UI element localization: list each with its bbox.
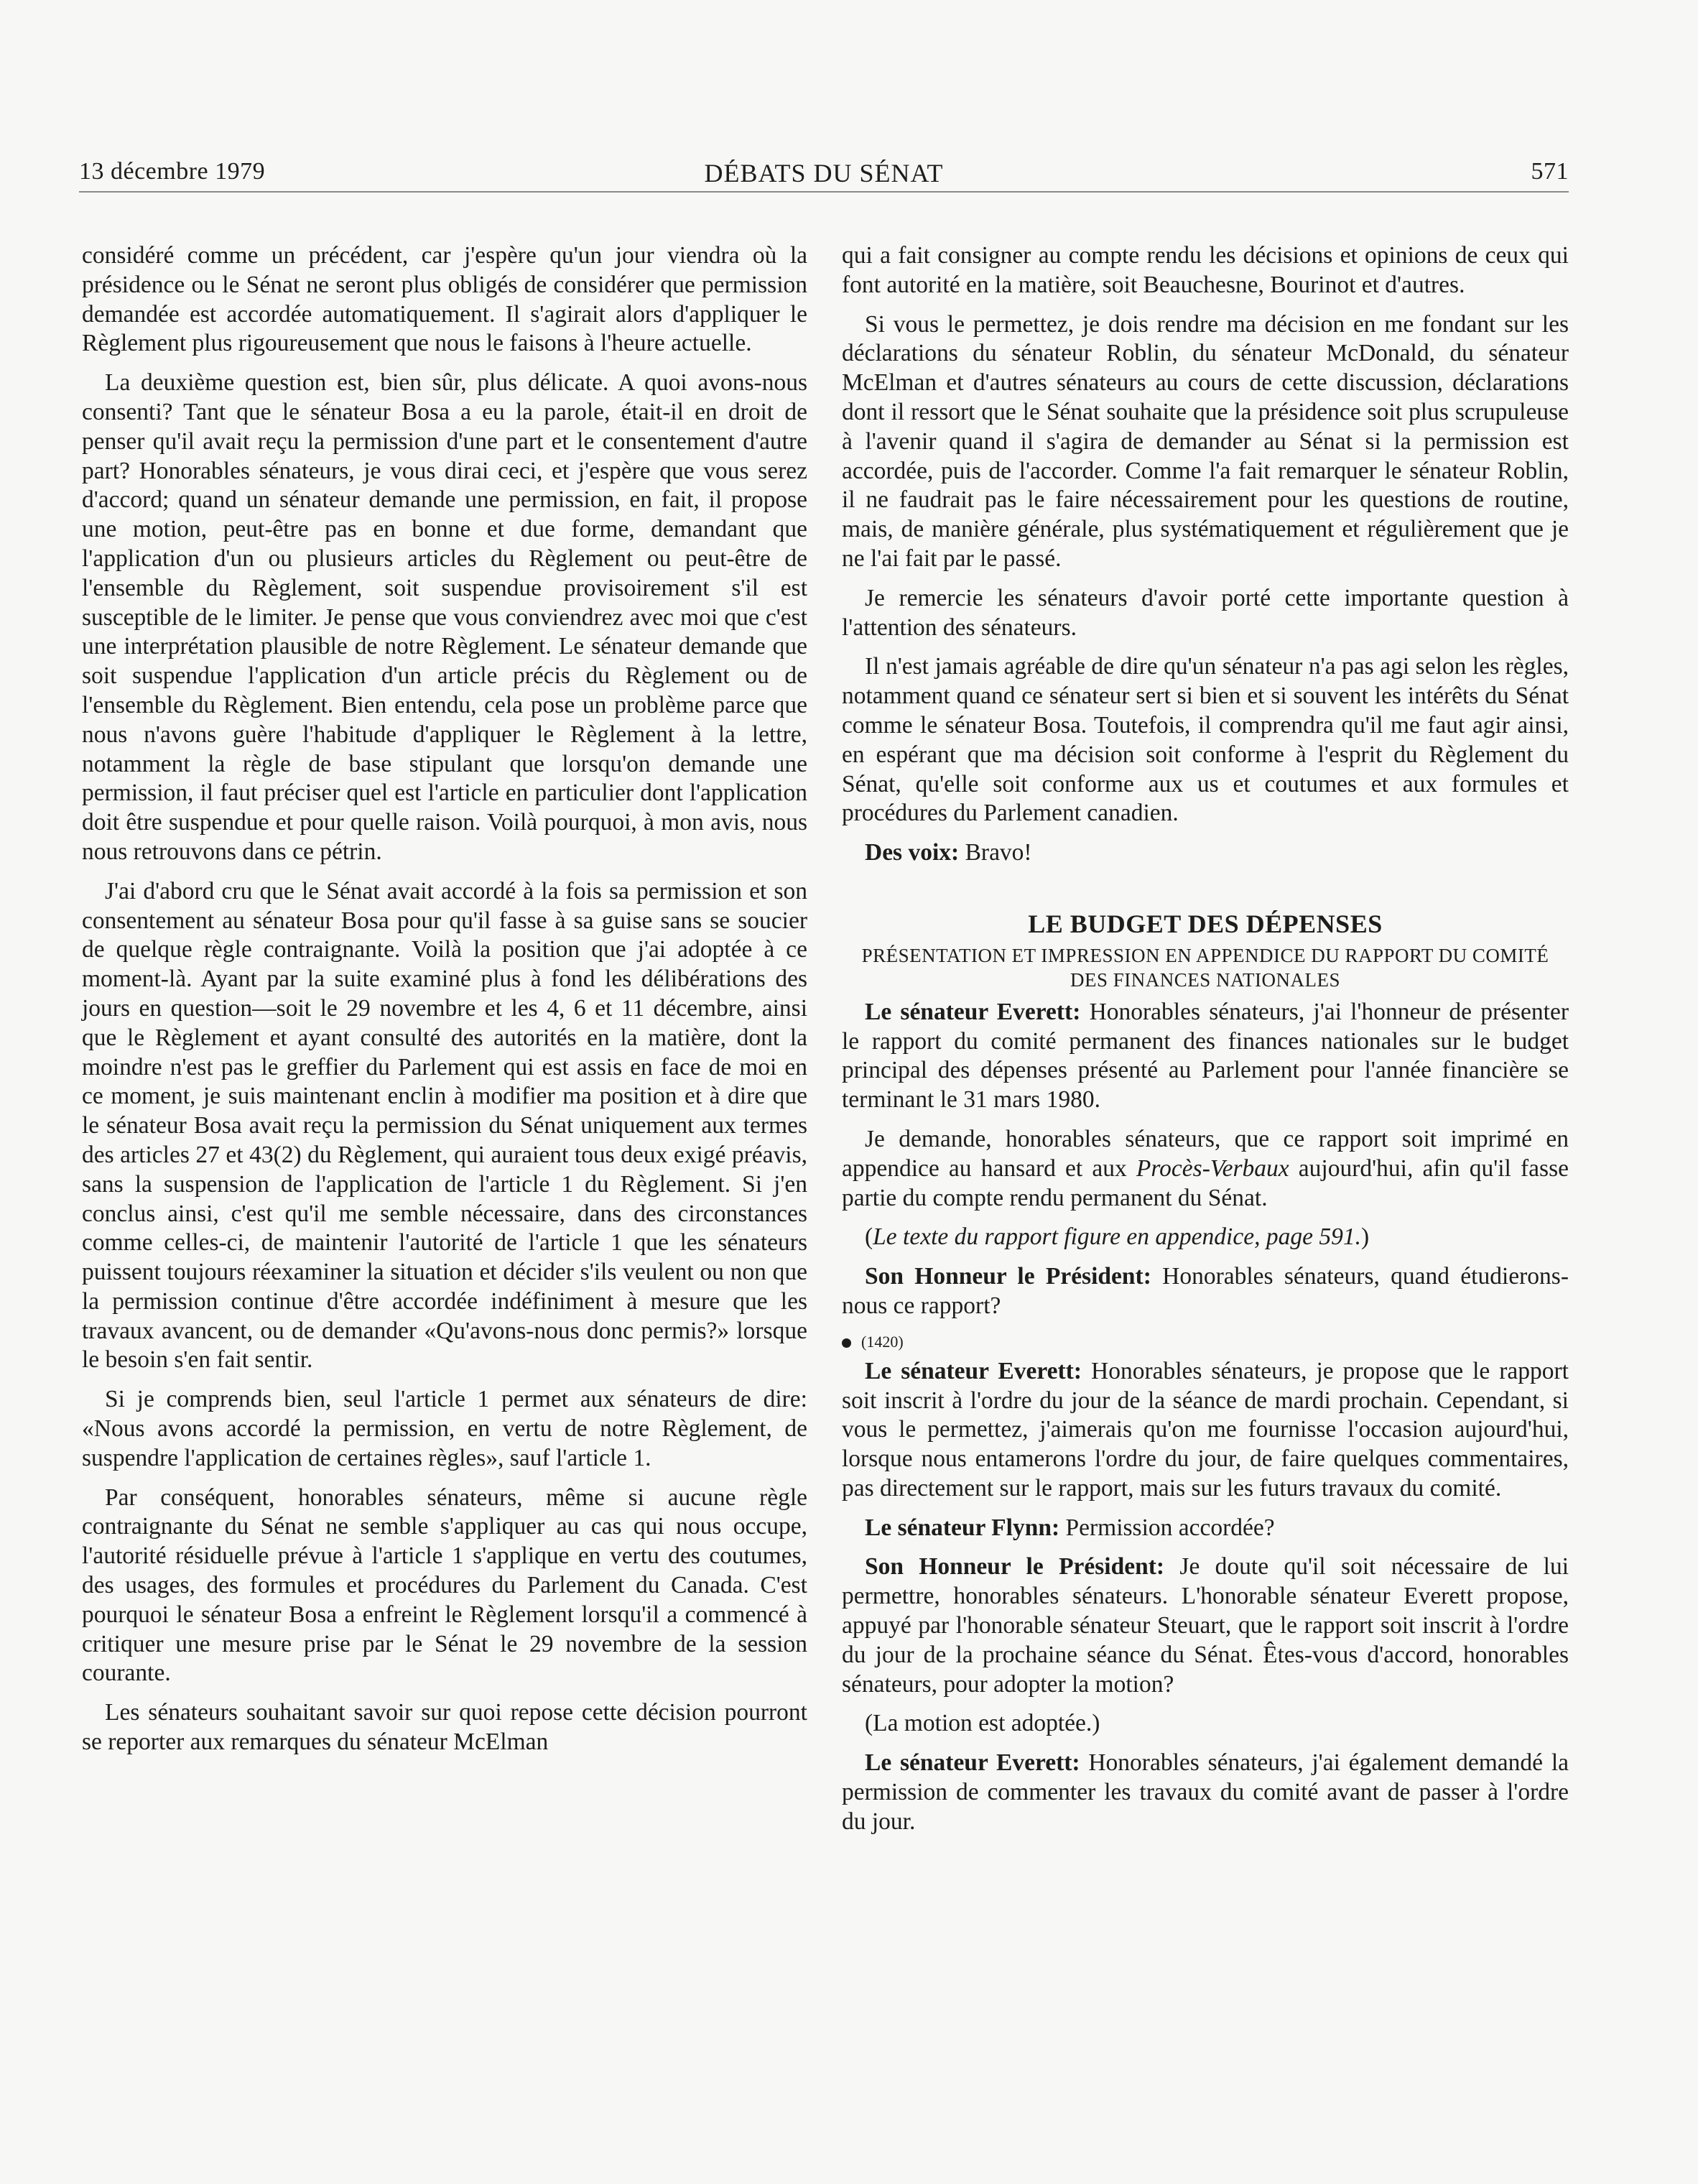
text-run: Je demande, honorables sénateurs, que ce rapport soit imprimé en appendice au hansard et aux	[842, 1125, 1569, 1182]
speech-text: Honorables sénateurs, quand étudierons-nous ce rapport?	[842, 1263, 1569, 1319]
speaker-name: Le sénateur Everett:	[865, 998, 1081, 1025]
paragraph: Il n'est jamais agréable de dire qu'un sénateur n'a pas agi selon les règles, notamment quand ce sénateur sert si bien et si souvent les intérêts du Sénat comme le sénateur Bosa. Toutefois, il comprendra qu'il me faut agir ainsi, en espérant que ma décision soit conforme à l'esprit du Règlement du Sénat, qu'elle soit conforme aux us et coutumes et aux formules et procédures du Parlement canadien.	[842, 653, 1569, 827]
speech-text: Bravo!	[959, 839, 1032, 866]
bullet-icon	[842, 1338, 851, 1348]
text-run: (	[865, 1223, 873, 1251]
paragraph: Si je comprends bien, seul l'article 1 permet aux sénateurs de dire: «Nous avons accordé la permission, en vertu de notre Règlement, de suspendre l'application de certaines règles», sauf l'article 1.	[82, 1386, 807, 1471]
speech-text: Honorables sénateurs, je propose que le rapport soit inscrit à l'ordre du jour de la séance de mardi prochain. Cependant, si vous le permettez, j'aimerais qu'on me fournisse l'occasion aujourd'hui, lorsque nous entamerons l'ordre du jour, de faire quelques commentaires, pas directement sur le rapport, mais sur les futurs travaux du comité.	[842, 1357, 1569, 1502]
right-column	[842, 241, 1569, 1847]
speaker-paragraph	[842, 1749, 1569, 1836]
paragraph: Si vous le permettez, je dois rendre ma décision en me fondant sur les déclarations du sénateur Roblin, du sénateur McDonald, du sénateur McElman et d'autres sénateurs au cours de cette discussion, déclarations dont il ressort que le Sénat souhaite que la présidence soit plus scrupuleuse à l'avenir quand il s'agira de demander au Sénat si la permission est accordée, puis de l'accorder. Comme l'a fait remarquer le sénateur Roblin, il ne faudrait pas le faire nécessairement pour les questions de routine, mais, de manière générale, plus systématiquement et régulièrement que je ne l'ai fait par le passé.	[842, 310, 1569, 572]
speaker-name: Le sénateur Flynn:	[865, 1514, 1060, 1541]
speaker-name: Son Honneur le Président:	[865, 1553, 1165, 1581]
speaker-paragraph	[842, 1514, 1569, 1543]
paragraph: considéré comme un précédent, car j'espère qu'un jour viendra où la présidence ou le Sénat ne seront plus obligés de considérer que permission demandée est accordée automatiquement. Il s'agirait alors d'appliquer le Règlement plus rigoureusement que nous le faisons à l'heure actuelle.	[82, 242, 807, 357]
paragraph: qui a fait consigner au compte rendu les décisions et opinions de ceux qui font autorité en la matière, soit Beauchesne, Bourinot et d'autres.	[842, 242, 1569, 298]
section-subheading: PRÉSENTATION ET IMPRESSION EN APPENDICE DU RAPPORT DU COMITÉ DES FINANCES NATIONALES	[861, 944, 1549, 991]
paragraph: La deuxième question est, bien sûr, plus délicate. A quoi avons-nous consenti? Tant que le sénateur Bosa a eu la parole, était-il en droit de penser qu'il avait reçu la permission d'une part et le consentement d'autre part? Honorables sénateurs, je vous dirai ceci, et j'espère que vous serez d'accord; quand un sénateur demande une permission, en fait, il propose une motion, peut-être pas en bonne et due forme, demandant que l'application d'un ou plusieurs articles du Règlement ou peut-être de l'ensemble du Règlement, soit suspendue provisoirement s'il est susceptible de le limiter. Je pense que vous conviendrez avec moi que c'est une interprétation plausible de notre Règlement. Le sénateur demande que soit suspendue l'application d'un article précis du Règlement ou de l'ensemble du Règlement. Bien entendu, cela pose un problème parce que nous n'avons guère l'habitude d'appliquer le Règlement à la lettre, notamment la règle de base stipulant que lorsqu'on demande une permission, il faut préciser quel est l'article en particulier dont l'application doit être suspendue et pour quelle raison. Voilà pourquoi, à mon avis, nous nous retrouvons dans ce pétrin.	[82, 369, 807, 865]
speaker-name: Son Honneur le Président:	[865, 1263, 1151, 1290]
speaker-name: Le sénateur Everett:	[865, 1749, 1080, 1777]
italic-text: Procès-Verbaux	[1136, 1155, 1289, 1182]
speaker-paragraph	[842, 838, 1569, 868]
text-run: )	[1360, 1223, 1370, 1251]
speaker-name: Des voix:	[865, 839, 960, 866]
speaker-paragraph	[842, 998, 1569, 1115]
time-label: (1420)	[861, 1332, 904, 1351]
paragraph	[842, 1125, 1569, 1213]
speech-text: Honorables sénateurs, j'ai également demandé la permission de commenter les travaux du comité avant de passer à l'ordre du jour.	[842, 1749, 1569, 1835]
paragraph: J'ai d'abord cru que le Sénat avait accordé à la fois sa permission et son consentement au sénateur Bosa pour qu'il fasse à sa guise sans se soucier de quelque règle contraignante. Voilà la position que j'ai adoptée à ce moment-là. Ayant par la suite examiné plus à fond les délibérations des jours en question—soit le 29 novembre et les 4, 6 et 11 décembre, ainsi que le Règlement et ayant consulté des autorités en la matière, dont la moindre n'est pas le greffier du Parlement qui est assis en face de moi en ce moment, je suis maintenant enclin à modifier ma position et à dire que le sénateur Bosa avait reçu la permission du Sénat uniquement aux termes des articles 27 et 43(2) du Règlement, qui auraient tous deux exigé préavis, sans la suspension de l'application de l'article 1 du Règlement. Si j'en conclus ainsi, c'est qu'il me semble nécessaire, dans des circonstances comme celles-ci, de maintenir l'autorité de l'article 1 que les sénateurs puissent toujours réexaminer la situation et décider s'ils veulent ou non que la permission continue d'être accordée indéfiniment à mesure que les travaux avancent, ou de demander «Qu'avons-nous donc permis?» lorsque le besoin s'en fait sentir.	[82, 877, 807, 1374]
paragraph: Je remercie les sénateurs d'avoir porté cette importante question à l'attention des sénateurs.	[842, 584, 1569, 641]
text-run: aujourd'hui, afin qu'il fasse partie du compte rendu permanent du Sénat.	[842, 1155, 1569, 1211]
left-column	[82, 241, 807, 1767]
italic-text: Le texte du rapport figure en appendice, page 591.	[873, 1223, 1361, 1251]
time-marker	[842, 1331, 1569, 1353]
page-number: 571	[1531, 158, 1569, 185]
speech-text: Permission accordée?	[1059, 1514, 1275, 1541]
paragraph: Par conséquent, honorables sénateurs, même si aucune règle contraignante du Sénat ne semble s'appliquer au cas qui nous occupe, l'autorité résiduelle prévue à l'article 1 s'applique en vertu des coutumes, des usages, des formules et procédures du Parlement du Canada. C'est pourquoi le sénateur Bosa a enfreint le Règlement lorsqu'il a commencé à critiquer une mesure prise par le Sénat le 29 novembre de la session courante.	[82, 1484, 807, 1687]
page-header	[79, 154, 1569, 193]
speaker-paragraph	[842, 1553, 1569, 1699]
editorial-note	[842, 1223, 1569, 1252]
paragraph: (La motion est adoptée.)	[865, 1710, 1100, 1737]
paragraph: Les sénateurs souhaitant savoir sur quoi repose cette décision pourront se reporter aux remarques du sénateur McElman	[82, 1699, 807, 1756]
speaker-paragraph	[842, 1357, 1569, 1504]
speaker-name: Le sénateur Everett:	[865, 1357, 1082, 1384]
header-title: DÉBATS DU SÉNAT	[704, 159, 944, 188]
header-date: 13 décembre 1979	[79, 158, 266, 185]
speech-text: Je doute qu'il soit nécessaire de lui permettre, honorables sénateurs. L'honorable sénateur Everett propose, appuyé par l'honorable sénateur Steuart, que le rapport soit inscrit à l'ordre du jour de la prochaine séance du Sénat. Êtes-vous d'accord, honorables sénateurs, pour adopter la motion?	[842, 1553, 1569, 1698]
speaker-paragraph	[842, 1262, 1569, 1321]
section-heading: LE BUDGET DES DÉPENSES	[1028, 909, 1383, 938]
speech-text: Honorables sénateurs, j'ai l'honneur de présenter le rapport du comité permanent des finances nationales sur le budget principal des dépenses présenté au Parlement pour l'année financière se terminant le 31 mars 1980.	[842, 998, 1569, 1114]
